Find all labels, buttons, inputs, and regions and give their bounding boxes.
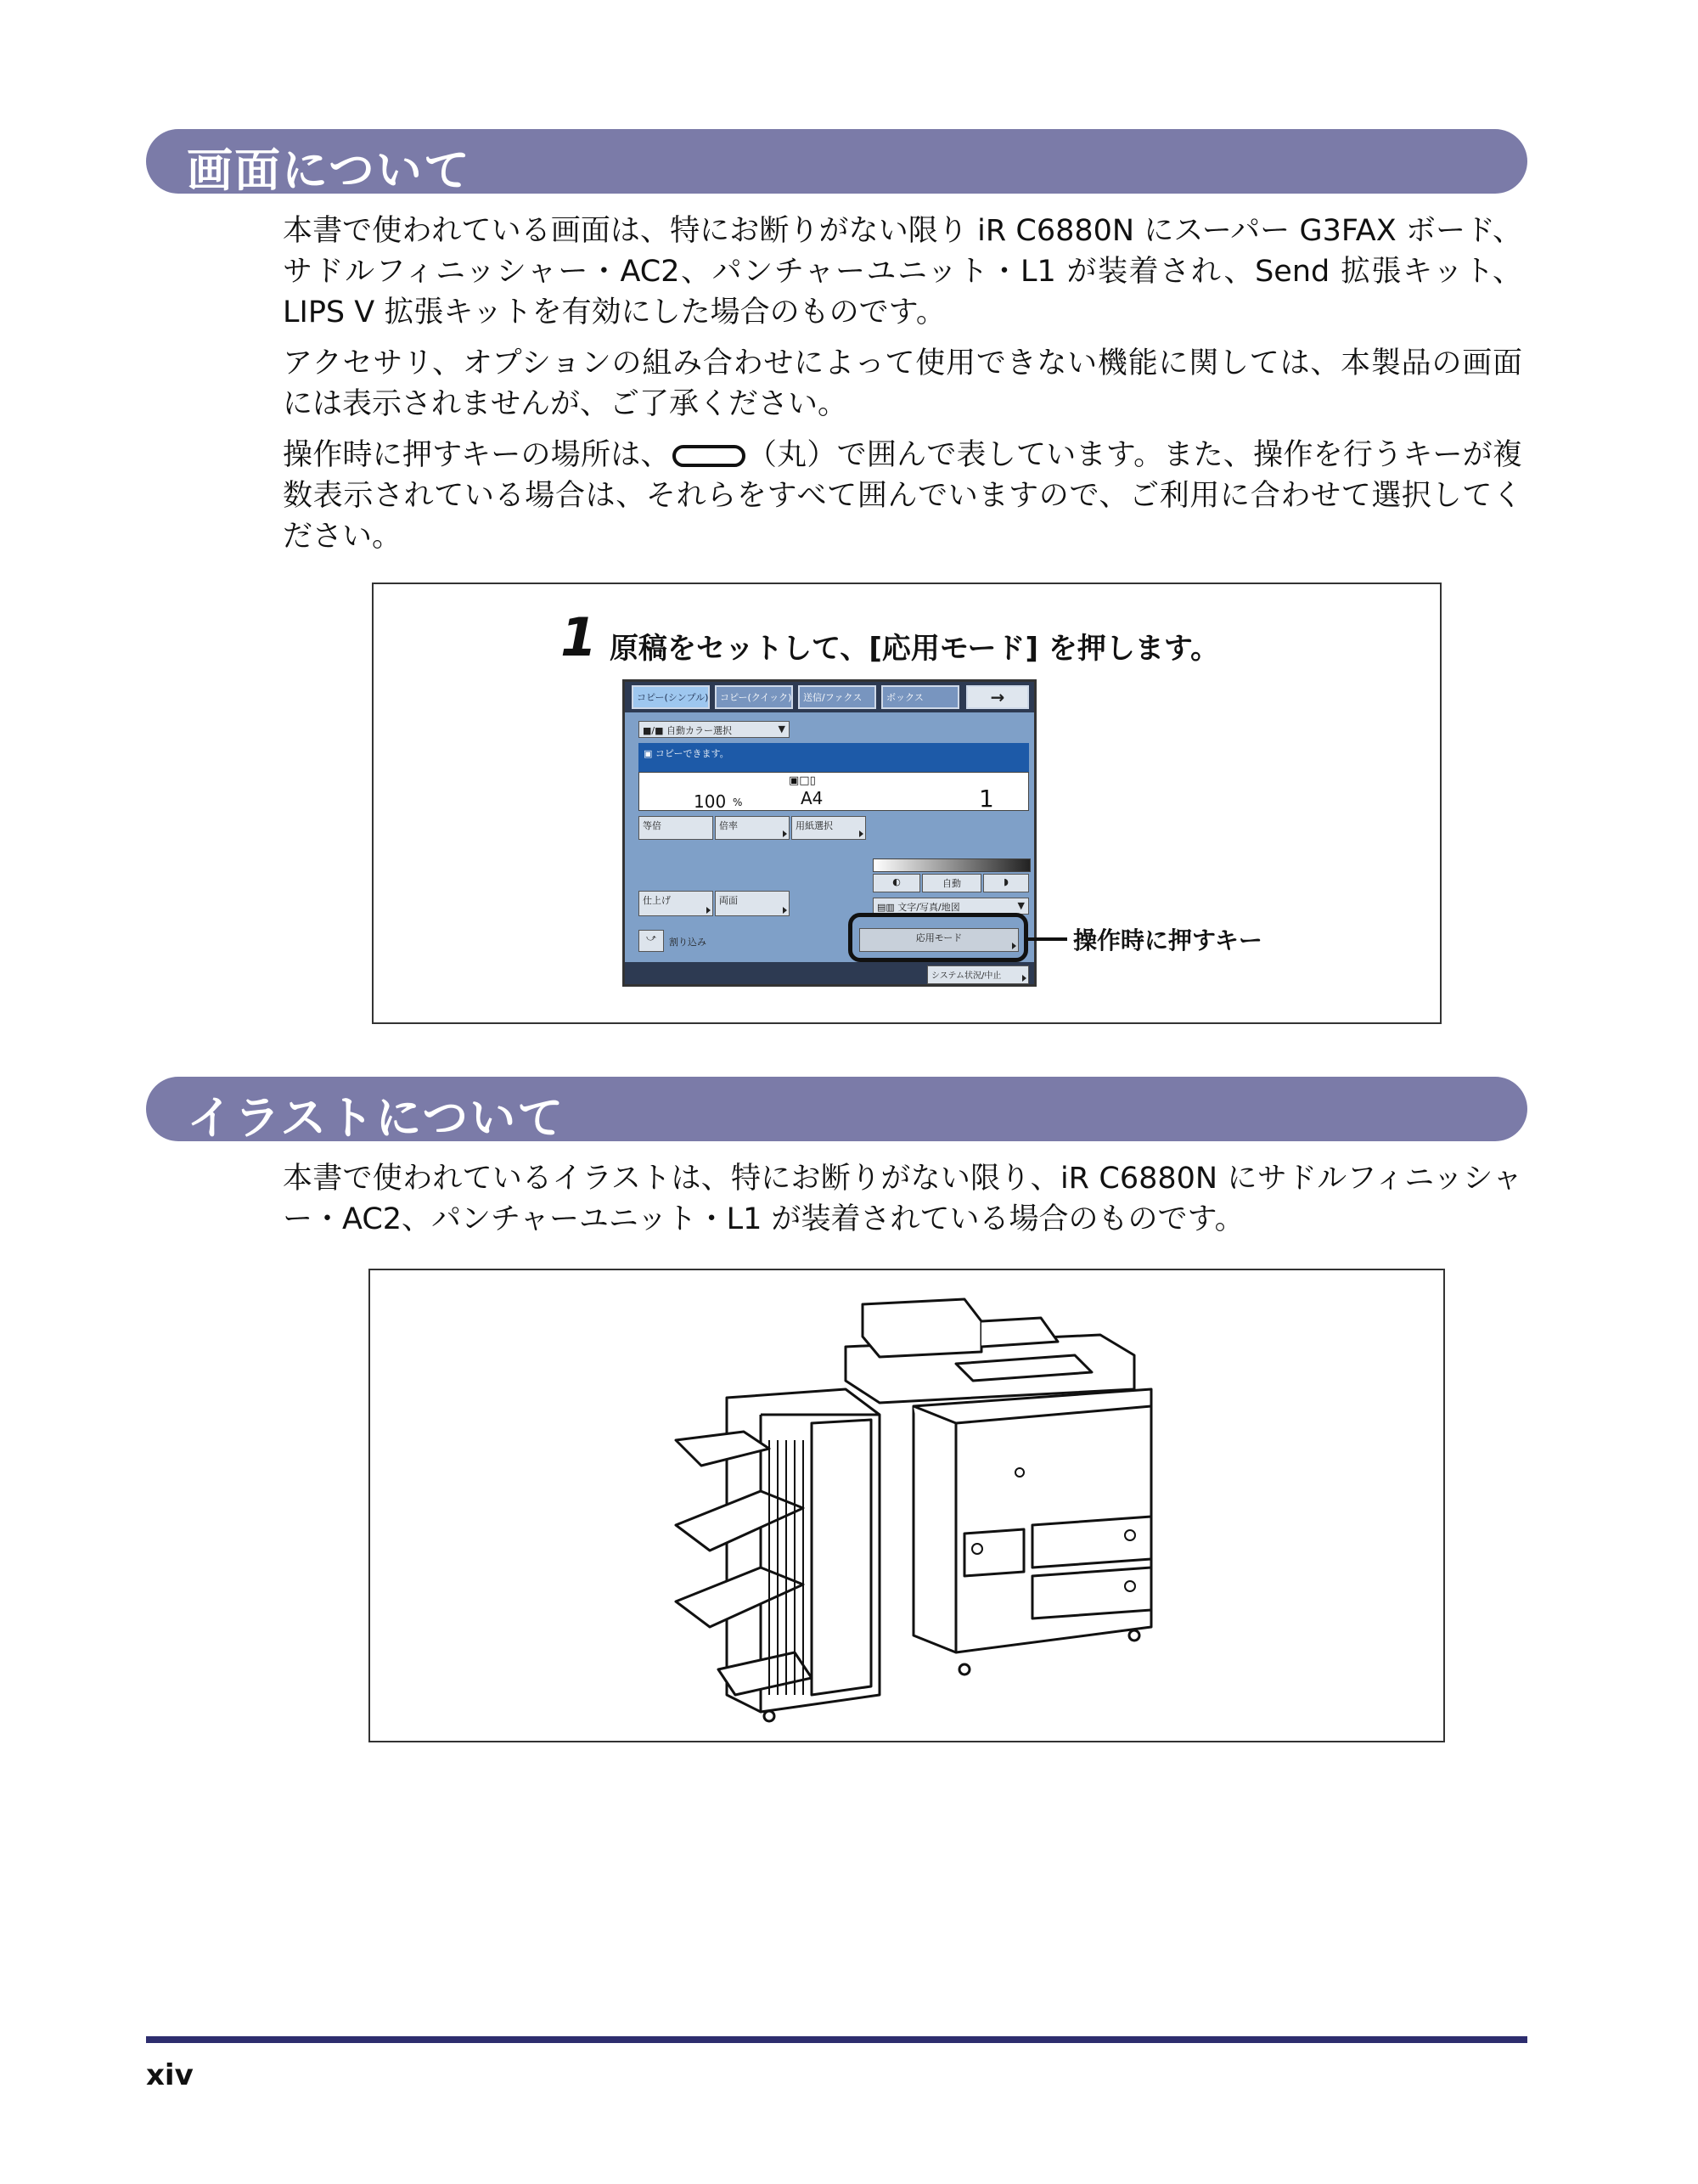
- finishing-button[interactable]: 仕上げ: [638, 891, 713, 916]
- printer-illustration: [370, 1270, 1443, 1741]
- special-features-button[interactable]: 応用モード: [859, 928, 1019, 952]
- density-lighter-button[interactable]: [873, 874, 920, 892]
- interrupt-label: 割り込み: [669, 937, 706, 948]
- paper-select-button[interactable]: 用紙選択: [791, 816, 866, 840]
- ratio-value: 100: [694, 791, 727, 812]
- chevron-down-icon: ▼: [778, 723, 785, 735]
- lighter-icon: ◐: [892, 876, 901, 887]
- section-header-illustrations: [146, 1077, 1527, 1145]
- ratio-unit: %: [733, 796, 743, 808]
- mode-tab-bar: [625, 682, 1034, 712]
- paragraph-text: 操作時に押すキーの場所は、: [283, 438, 671, 472]
- darker-icon: ◗: [1004, 876, 1009, 887]
- tab-box[interactable]: ボックス: [881, 685, 959, 709]
- step-text: 原稿をセットして、[応用モード] を押します。: [610, 632, 1220, 666]
- section-title: 画面について: [187, 144, 471, 197]
- chevron-down-icon: ▼: [1017, 900, 1025, 911]
- density-darker-button[interactable]: [983, 874, 1029, 892]
- copy-count: 1: [979, 785, 994, 813]
- section-header-screens: [146, 129, 1527, 197]
- paper-size: A4: [801, 788, 824, 808]
- page-number: xiv: [146, 2058, 194, 2092]
- same-size-button[interactable]: 等倍: [638, 816, 713, 840]
- color-mode-icon: ■/■: [643, 725, 666, 736]
- circle-mark-icon: [672, 445, 745, 467]
- tab-next-arrow[interactable]: →: [966, 685, 1029, 709]
- tab-send-fax[interactable]: 送信/ファクス: [798, 685, 876, 709]
- magnification-button[interactable]: 倍率: [715, 816, 790, 840]
- original-type-dropdown[interactable]: [873, 898, 1029, 915]
- original-type-icon: ▤▥: [877, 902, 898, 913]
- paragraph-text: （丸）で囲んで表しています。また、操作を行うキーが複数表示されている場合は、それらをすべて囲んでいますので、ご利用に合わせて選択してください。: [283, 438, 1522, 554]
- color-select-label: 自動カラー選択: [666, 725, 732, 736]
- paragraph: アクセサリ、オプションの組み合わせによって使用できない機能に関しては、本製品の画面には表示されませんが、ご了承ください。: [283, 346, 1522, 421]
- footer-rule: [146, 2036, 1527, 2043]
- paragraph: [283, 435, 1522, 557]
- callout-line: [1028, 937, 1067, 941]
- status-message-text: コピーできます。: [655, 748, 729, 759]
- original-type-label: 文字/写真/地図: [897, 902, 960, 913]
- color-select-dropdown[interactable]: [638, 721, 790, 738]
- tab-copy-simple[interactable]: コピー(シンプル): [632, 685, 710, 709]
- copy-icon: ▣: [644, 748, 655, 759]
- illustration-figure: [368, 1269, 1445, 1742]
- tab-copy-quick[interactable]: コピー(クイック): [715, 685, 793, 709]
- step-number: 1: [560, 606, 598, 668]
- density-auto-button[interactable]: 自動: [922, 874, 981, 892]
- paragraph: 本書で使われている画面は、特にお断りがない限り iR C6880N にスーパー G3FAX ボード、サドルフィニッシャー・AC2、パンチャーユニット・L1 が装着され、Send 拡張キット、LIPS V 拡張キットを有効にした場合のものです。: [283, 214, 1522, 329]
- key-highlight-circle: [848, 913, 1028, 962]
- duplex-button[interactable]: 両面: [715, 891, 790, 916]
- section-title: イラストについて: [187, 1091, 565, 1145]
- system-monitor-button[interactable]: システム状況/中止: [927, 965, 1029, 984]
- copy-settings-display: [638, 772, 1029, 811]
- density-scale: [873, 858, 1031, 872]
- paragraph: 本書で使われているイラストは、特にお断りがない限り、iR C6880N にサドルフィニッシャー・AC2、パンチャーユニット・L1 が装着されている場合のものです。: [283, 1162, 1522, 1236]
- interrupt-icon: ⤻: [646, 932, 656, 943]
- status-message: [638, 743, 1029, 772]
- paper-tray-icon: ▣□▯: [789, 774, 816, 787]
- interrupt-button[interactable]: [638, 930, 664, 952]
- callout-label: 操作時に押すキー: [1073, 926, 1262, 954]
